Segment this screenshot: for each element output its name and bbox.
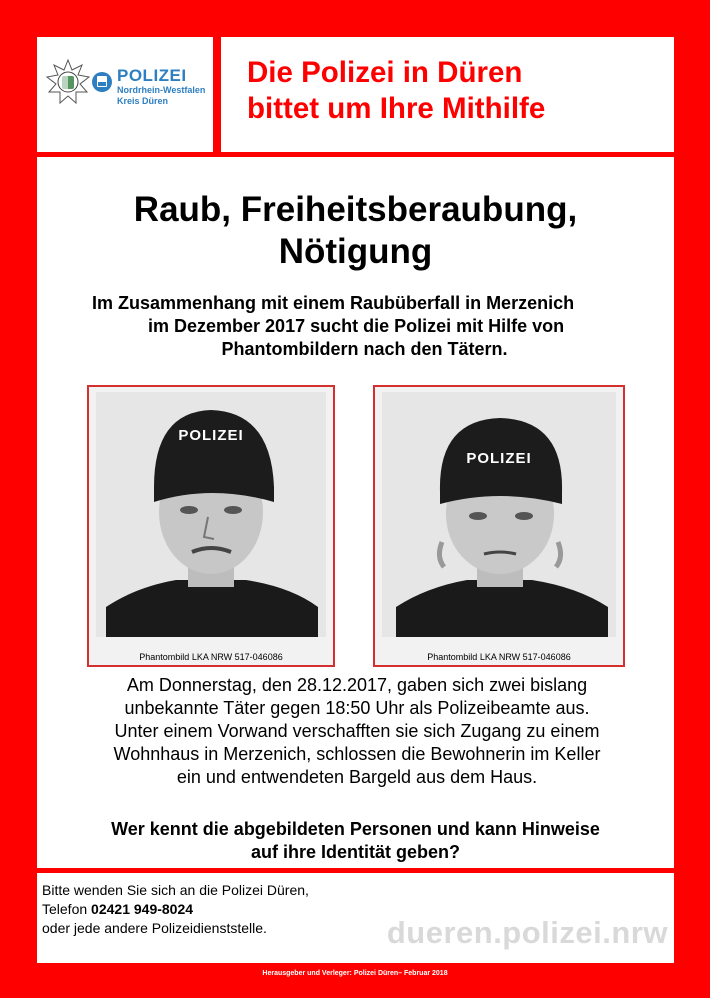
intro-line-3: Phantombildern nach den Tätern. [221,339,508,359]
logo-state: Nordrhein-Westfalen [117,85,206,95]
logo-title: POLIZEI [117,66,187,85]
case-title-line-1: Raub, Freiheitsberaubung, [133,190,578,229]
police-star-icon [45,59,91,105]
phantom-sketch-1 [87,385,335,667]
case-title [37,189,674,273]
story-line-2: unbekannte Täter gegen 18:50 Uhr als Polizeibeamte aus. [124,698,590,718]
contact-phone-line [42,900,309,919]
logo-panel [37,37,213,152]
website-link[interactable]: dueren.polizei.nrw [386,915,668,950]
nrw-coat-of-arms-icon [92,70,112,94]
sketch-caption: Phantombild LKA NRW 517-046086 [427,652,571,662]
publisher-footer: Herausgeber und Verleger: Polizei Düren– Februar 2018 [262,970,448,977]
intro-line-2: im Dezember 2017 sucht die Polizei mit Hilfe von [148,316,565,336]
contact-line-3: oder jede andere Polizeidienststelle. [42,920,267,936]
case-title-line-2: Nötigung [278,232,433,271]
sketch-caption: Phantombild LKA NRW 517-046086 [139,652,283,662]
headline-line-1: Die Polizei in Düren [247,56,523,89]
story-line-5: ein und entwendeten Bargeld aus dem Haus. [176,767,538,787]
intro-line-1: Im Zusammenhang mit einem Raubüberfall in Merzenich [92,293,575,313]
phone-label: Telefon [42,901,88,917]
headline-panel [221,37,674,152]
phantom-sketch-image [382,392,616,637]
sketch-cap-text: POLIZEI [178,427,244,444]
sketch-cap-text: POLIZEI [466,450,532,467]
phone-number[interactable]: 02421 949-8024 [91,901,194,917]
main-panel [37,157,674,868]
story-line-4: Wohnhaus in Merzenich, schlossen die Bewohnerin im Keller [113,744,601,764]
appeal-line-1: Wer kennt die abgebildeten Personen und kann Hinweise [111,819,600,839]
contact-line-1: Bitte wenden Sie sich an die Polizei Düren, [42,882,309,898]
story-line-1: Am Donnerstag, den 28.12.2017, gaben sich zwei bislang [126,675,588,695]
phantom-sketch-2 [373,385,625,667]
story-line-3: Unter einem Vorwand verschafften sie sich Zugang zu einem [114,721,600,741]
logo-district: Kreis Düren [117,96,169,106]
appeal-text [67,818,644,864]
appeal-line-2: auf ihre Identität geben? [250,842,460,862]
headline-line-2: bittet um Ihre Mithilfe [247,92,546,125]
incident-description [87,674,627,789]
contact-panel [37,873,674,963]
case-intro [92,292,637,361]
